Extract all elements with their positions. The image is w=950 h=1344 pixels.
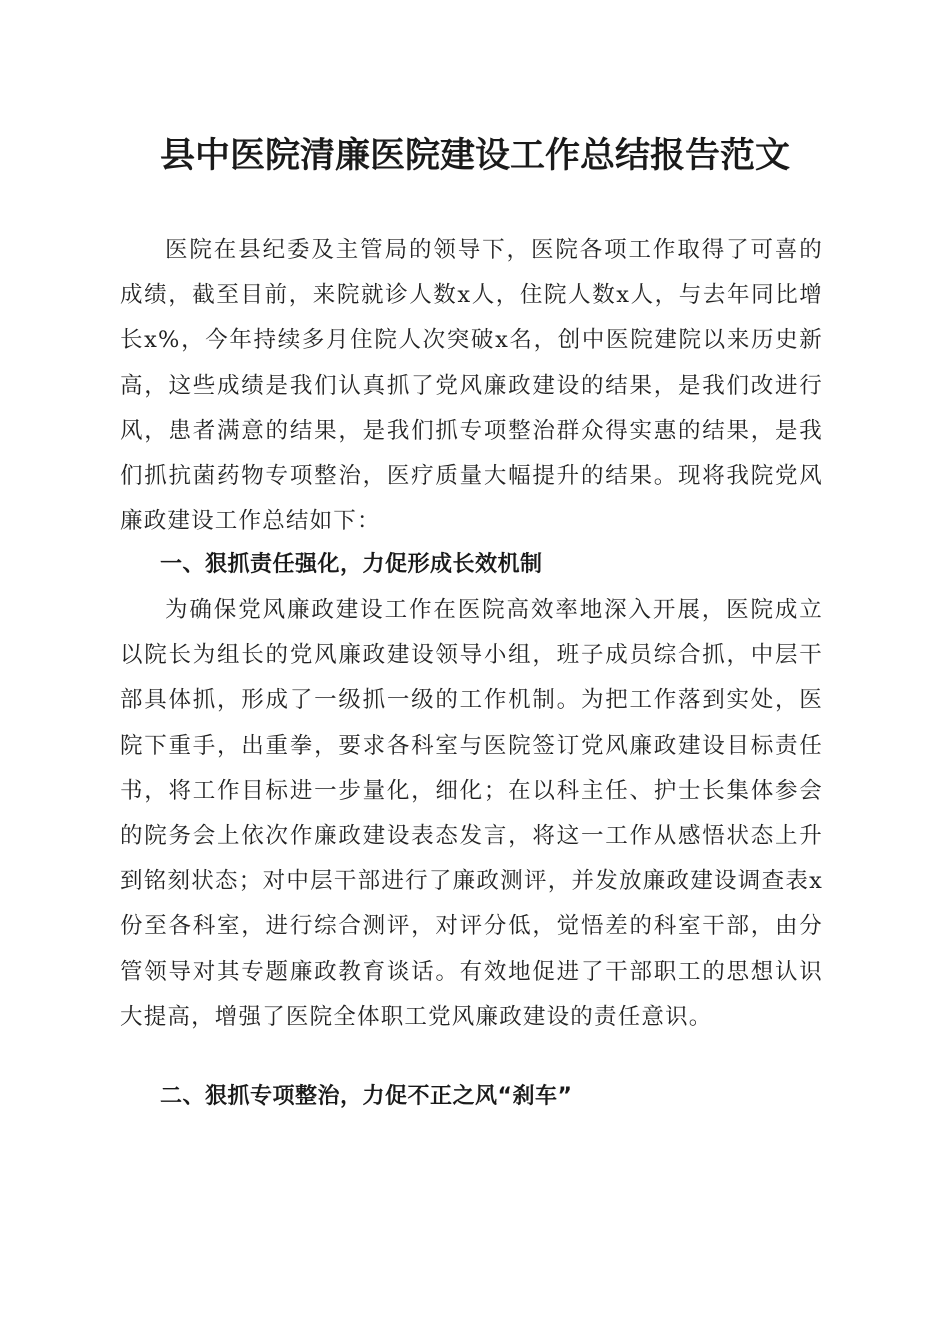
section-1-paragraph: 为确保党风廉政建设工作在医院高效率地深入开展，医院成立以院长为组长的党风廉政建设领导小组，班子成员综合抓，中层干部具体抓，形成了一级抓一级的工作机制。为把工作落到实处，医院下重手，出重拳，要求各科室与医院签订党风廉政建设目标责任书，将工作目标进一步量化，细化；在以科主任、护士长集体参会的院务会上依次作廉政建设表态发言，将这一工作从感悟状态上升到铭刻状态；对中层干部进行了廉政测评，并发放廉政建设调查表x份至各科室，进行综合测评，对评分低，觉悟差的科室干部，由分管领导对其专题廉政教育谈话。有效地促进了干部职工的思想认识大提高，增强了医院全体职工党风廉政建设的责任意识。 xyxy=(120,597,823,1030)
document-title: 县中医院清廉医院建设工作总结报告范文 xyxy=(159,135,790,176)
intro-paragraph: 医院在县纪委及主管局的领导下，医院各项工作取得了可喜的成绩，截至目前，来院就诊人数x人，住院人数x人，与去年同比增长x%，今年持续多月住院人次突破x名，创中医院建院以来历史新高，这些成绩是我们认真抓了党风廉政建设的结果，是我们改进行风，患者满意的结果，是我们抓专项整治群众得实惠的结果，是我们抓抗菌药物专项整治，医疗质量大幅提升的结果。现将我院党风廉政建设工作总结如下： xyxy=(120,237,823,535)
section-heading-2: 二、狠抓专项整治，力促不正之风“刹车” xyxy=(160,1084,573,1109)
section-heading-1: 一、狠抓责任强化，力促形成长效机制 xyxy=(160,552,543,577)
